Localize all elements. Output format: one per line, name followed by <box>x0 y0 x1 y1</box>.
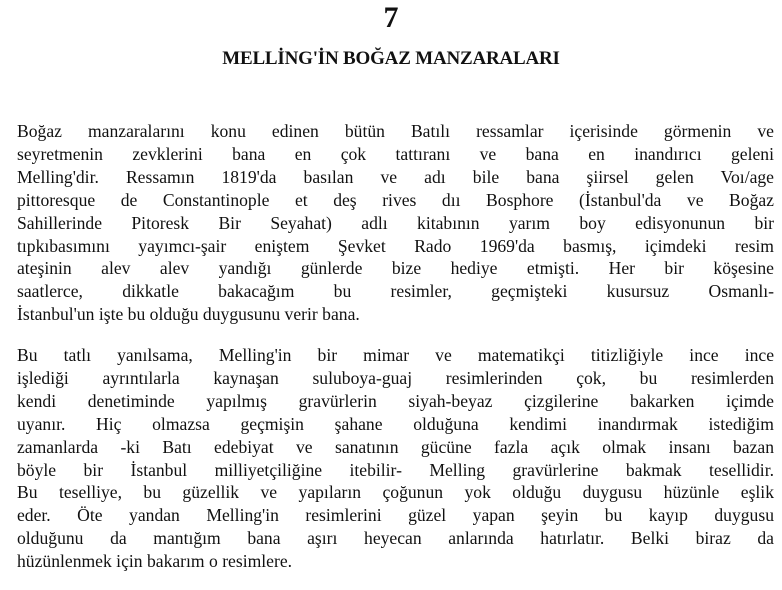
paragraph-line: uyanır. Hiç olmazsa geçmişin şahane olduğuna kendimi inandırmak istediğim <box>17 413 774 434</box>
paragraph-line: Sahillerinde Pitoresk Bir Seyahat) adlı kitabının yarım boy edisyonunun bir <box>17 212 774 233</box>
paragraph-line: saatlerce, dikkatle bakacağım bu resimler, geçmişteki kusursuz Osmanlı- <box>17 281 774 302</box>
paragraph-line: pittoresque de Constantinople et deş rives dıı Bosphore (İstanbul'da ve Boğaz <box>17 189 774 210</box>
paragraph-line: olduğunu da mantığım bana aşırı heyecan anlarında hatırlatır. Belki biraz da <box>17 528 774 549</box>
paragraph-line: ateşinin alev alev yandığı günlerde bize hediye etmişti. Her bir köşesine <box>17 258 774 279</box>
paragraph-line: böyle bir İstanbul milliyetçiliğine itebilir- Melling gravürlerine bakmak tesellidir. <box>17 459 774 480</box>
paragraph-line: eder. Öte yandan Melling'in resimlerini güzel yapan şeyin bu kayıp duygusu <box>17 505 774 526</box>
chapter-title: MELLİNG'İN BOĞAZ MANZARALARI <box>222 48 560 69</box>
paragraph-line: zamanlarda -ki Batı edebiyat ve sanatının gücüne fazla açık olmak insanı bazan <box>17 436 774 457</box>
chapter-number: 7 <box>383 1 399 34</box>
paragraph-line: kendi denetiminde yapılmış gravürlerin siyah-beyaz çizgilerine bakarken içimde <box>17 390 774 411</box>
paragraph-line: tıpkıbasımını yayımcı-şair eniştem Şevket Rado 1969'da basmış, içimdeki resim <box>17 235 774 256</box>
paragraph-line: hüzünlenmek için bakarım o resimlere. <box>17 551 293 572</box>
paragraph-line: İstanbul'un işte bu olduğu duygusunu verir bana. <box>17 304 360 325</box>
paragraph-line: Bu tatlı yanılsama, Melling'in bir mimar ve matematikçi titizliğiyle ince ince <box>17 345 774 365</box>
paragraph-line: Bu teselliye, bu güzellik ve yapıların çoğunun yok olduğu duygusu hüzünle eşlik <box>17 482 774 503</box>
paragraph-line: seyretmenin zevklerini bana en çok tattıranı ve bana en inandırıcı geleni <box>17 143 774 164</box>
paragraph-1 <box>17 120 774 326</box>
paragraph-2 <box>17 344 774 573</box>
paragraph-line: işlediği ayrıntılarla kaynaşan suluboya-guaj resimlerinden çok, bu resimlerden <box>17 367 774 388</box>
paragraph-line: Melling'dir. Ressamın 1819'da basılan ve adı bile bana şiirsel gelen Voı/age <box>17 166 774 187</box>
paragraph-line: Boğaz manzaralarını konu edinen bütün Batılı ressamlar içerisinde görmenin ve <box>17 121 774 141</box>
